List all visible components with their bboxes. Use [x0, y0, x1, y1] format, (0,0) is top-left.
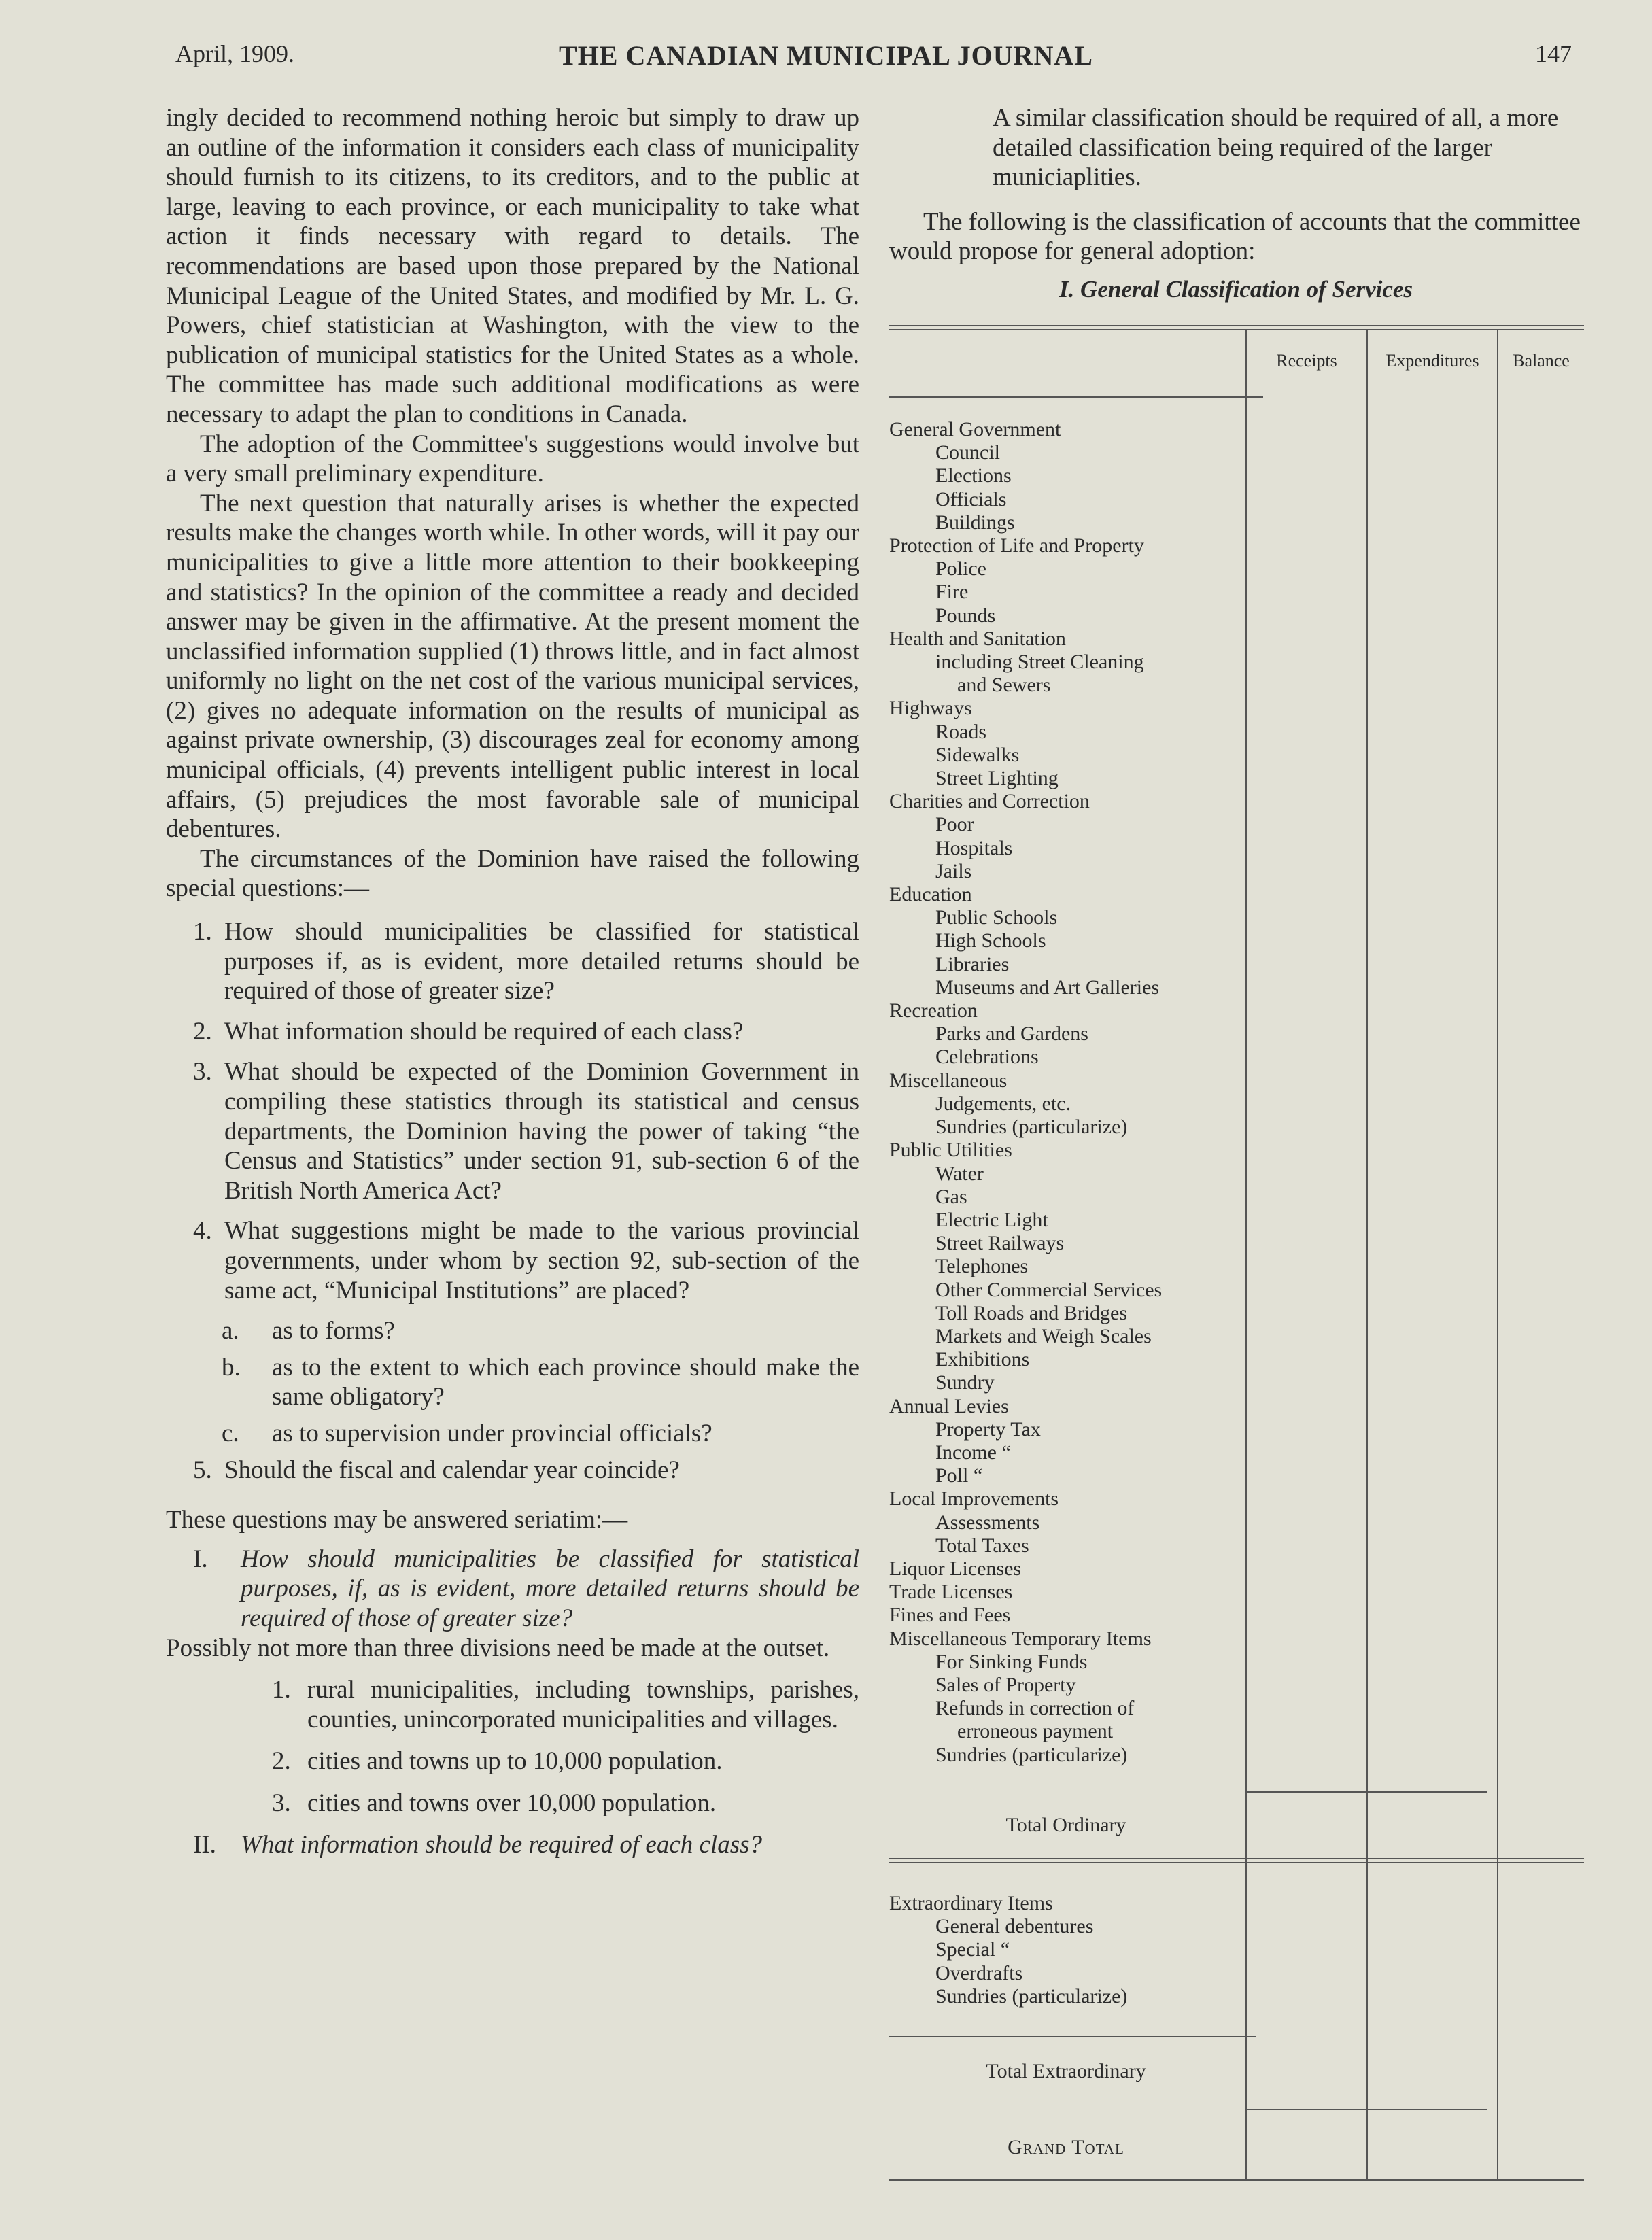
- table-rule-header: [889, 396, 1263, 398]
- table-row-label: Police: [935, 557, 986, 581]
- paragraph-continued: ingly decided to recommend nothing heroic but simply to draw up an outline of the information it considers each class of municipality should furnish to its citizens, to its creditors, and to the public at large, leaving to each province, or each municipality to take what action it finds necessary with regard to details. The recommendations are based upon those prepared by the National Municipal League of the United States, and modified by Mr. L. G. Powers, chief statistician at Washington, with the view to the publication of municipal statistics for the United States as a whole. The committee has made such additional modifications as were necessary to adapt the plan to conditions in Canada.: [166, 104, 859, 428]
- table-row-label: General Government: [889, 418, 1061, 441]
- table-row-label: Assessments: [935, 1511, 1040, 1534]
- table-row-label: Other Commercial Services: [935, 1278, 1163, 1301]
- table-row-label: Sundries (particularize): [935, 1116, 1128, 1139]
- table-row-label: Buildings: [935, 511, 1015, 534]
- table-row-label: Public Utilities: [889, 1139, 1012, 1162]
- table-row-label: Libraries: [935, 952, 1010, 976]
- table-row-label: Trade Licenses: [889, 1581, 1013, 1604]
- table-row-label: Museums and Art Galleries: [935, 976, 1160, 999]
- table-row-label: Poll “: [935, 1464, 983, 1487]
- list-item: 1. How should municipalities be classified for statistical purposes if, as is evident, more detailed returns should be required of those of greater size?: [193, 918, 859, 1005]
- roman-heading-two: II. What information should be required of each class?: [193, 1831, 762, 1859]
- column-header-expenditures: Expenditures: [1386, 351, 1479, 371]
- paragraph-next-question: The next question that naturally arises is whether the expected results make the changes worth while. In other words, will it pay our municipalities to give a little more attention to their bookkeeping and statistics? In the opinion of the committee a ready and decided answer may be given in the affirmative. At the present moment the unclassified information supplied (1) throws little, and in fact almost uniformly no light on the net cost of the various municipal services, (2) gives no adequate information on the results of municipal as against private ownership, (3) discourages zeal for economy among municipal officials, (4) prevents intelligent public interest in local affairs, (5) prejudices the most favorable sale of municipal debentures.: [166, 489, 859, 844]
- table-row-label: Water: [935, 1162, 984, 1185]
- table-row-label: Parks and Gardens: [935, 1022, 1088, 1046]
- table-row-label: Recreation: [889, 999, 978, 1022]
- table-row-label: Jails: [935, 859, 972, 882]
- question-five-list: [166, 1455, 859, 1485]
- table-row-label: Public Schools: [935, 906, 1058, 929]
- table-row-label: Toll Roads and Bridges: [935, 1301, 1128, 1324]
- left-column: [166, 103, 859, 1860]
- paragraph-adoption: The adoption of the Committee's suggestions would involve but a very small preliminary expenditure.: [166, 430, 859, 488]
- list-item: 5. Should the fiscal and calendar year coincide?: [193, 1455, 680, 1484]
- sub-questions-list: [166, 1316, 859, 1448]
- table-row-label: High Schools: [935, 929, 1046, 952]
- list-item: 2. What information should be required of each class?: [193, 1017, 744, 1046]
- table-row-label: For Sinking Funds: [935, 1650, 1088, 1673]
- list-item: 4. What suggestions might be made to the various provincial governments, under whom by section 92, sub-section of the same act, “Municipal Institutions” are placed?: [193, 1217, 859, 1305]
- grand-subtotal-rule: [1245, 2109, 1487, 2110]
- list-item: 3. cities and towns over 10,000 population.: [272, 1789, 717, 1817]
- table-row-label: Street Lighting: [935, 767, 1059, 790]
- list-item: 2. cities and towns up to 10,000 population.: [272, 1747, 723, 1776]
- column-divider: [1245, 330, 1247, 2179]
- table-row-label: Charities and Correction: [889, 790, 1090, 813]
- table-row-label: Poor: [935, 813, 974, 836]
- subtotal-rule: [1245, 1791, 1487, 1793]
- table-row-label: Miscellaneous: [889, 1069, 1008, 1092]
- table-row-label: Refunds in correction of: [935, 1697, 1135, 1720]
- table-row-label: Total Taxes: [935, 1534, 1029, 1557]
- list-item: b. as to the extent to which each province should make the same obligatory?: [222, 1353, 859, 1411]
- table-row-label: Sundry: [935, 1371, 995, 1394]
- table-row-label: Annual Levies: [889, 1394, 1009, 1417]
- table-row-label: Electric Light: [935, 1208, 1048, 1231]
- page-number: 147: [1535, 40, 1572, 67]
- list-item: 1. rural municipalities, including townships, parishes, counties, unincorporated municipalities and villages.: [272, 1676, 859, 1734]
- table-row-label: erroneous payment: [957, 1720, 1114, 1743]
- extraordinary-items-list: [889, 1892, 1243, 2008]
- table-row-label: Pounds: [935, 604, 996, 627]
- table-row-label: and Sewers: [957, 674, 1051, 697]
- column-divider: [1497, 330, 1498, 2179]
- table-rule-ordinary: [889, 1858, 1584, 1859]
- right-column: [889, 103, 1583, 305]
- table-row-label: Extraordinary Items: [889, 1892, 1053, 1914]
- classification-table: [889, 325, 1584, 2188]
- column-divider: [1366, 330, 1368, 2179]
- total-ordinary-label: Total Ordinary: [1005, 1814, 1126, 1836]
- table-row-label: Sundries (particularize): [935, 1743, 1128, 1766]
- table-row-label: Roads: [935, 720, 986, 743]
- journal-title: THE CANADIAN MUNICIPAL JOURNAL: [559, 40, 1093, 71]
- table-row-label: Highways: [889, 697, 972, 720]
- table-row-label: Fines and Fees: [889, 1604, 1011, 1627]
- table-row-label: Health and Sanitation: [889, 627, 1066, 650]
- table-row-label: Special “: [935, 1938, 1010, 1961]
- issue-date: April, 1909.: [175, 40, 294, 67]
- table-title: I. General Classification of Services: [1059, 275, 1413, 303]
- divisions-list: [272, 1675, 859, 1818]
- table-row-label: Street Railways: [935, 1232, 1065, 1255]
- table-row-label: Council: [935, 441, 1000, 464]
- table-rule-ordinary-double: [889, 1862, 1584, 1863]
- table-row-label: Property Tax: [935, 1417, 1041, 1441]
- paragraph-divisions: Possibly not more than three divisions need be made at the outset.: [166, 1634, 830, 1662]
- page-header: [0, 39, 1652, 80]
- table-row-label: Judgements, etc.: [935, 1092, 1071, 1115]
- table-row-label: Fire: [935, 581, 969, 604]
- table-row-label: Education: [889, 883, 972, 906]
- table-row-label: Markets and Weigh Scales: [935, 1324, 1152, 1347]
- special-questions-list: [166, 917, 859, 1305]
- table-row-label: Overdrafts: [935, 1961, 1023, 1984]
- total-extraordinary-label: Total Extraordinary: [986, 2060, 1146, 2082]
- table-row-label: Celebrations: [935, 1046, 1039, 1069]
- paragraph-seriatim: These questions may be answered seriatim:—: [166, 1506, 628, 1534]
- table-row-label: Local Improvements: [889, 1487, 1059, 1511]
- table-rule-top-double: [889, 329, 1584, 330]
- table-row-label: Elections: [935, 464, 1012, 487]
- table-row-label: Sales of Property: [935, 1673, 1076, 1696]
- ordinary-items-list: [889, 418, 1243, 1767]
- table-rule-extraordinary: [889, 2036, 1256, 2037]
- grand-total-label: Grand Total: [1008, 2136, 1124, 2158]
- table-row-label: Hospitals: [935, 836, 1013, 859]
- list-item: a. as to forms?: [222, 1317, 395, 1345]
- list-item: 3. What should be expected of the Dominion Government in compiling these statistics through its statistical and census departments, the Dominion having the power of taking “the Census and Statistics” under section 91, sub-section 6 of the British North America Act?: [193, 1058, 859, 1205]
- table-row-label: Sidewalks: [935, 743, 1020, 766]
- table-row-label: Miscellaneous Temporary Items: [889, 1627, 1152, 1650]
- paragraph-similar-classification: A similar classification should be required of all, a more detailed classification being required of the larger municiaplities.: [993, 104, 1559, 192]
- paragraph-following: The following is the classification of accounts that the committee would propose for general adoption:: [889, 207, 1581, 266]
- column-header-receipts: Receipts: [1276, 351, 1337, 371]
- table-row-label: Income “: [935, 1441, 1011, 1464]
- table-row-label: Sundries (particularize): [935, 1984, 1128, 2008]
- roman-heading-one: I. How should municipalities be classified for statistical purposes, if, as is evident, more detailed returns should be required of those of greater size?: [193, 1545, 859, 1632]
- table-row-label: General debentures: [935, 1915, 1094, 1938]
- table-row-label: Liquor Licenses: [889, 1557, 1022, 1580]
- column-header-balance: Balance: [1513, 351, 1570, 371]
- paragraph-circumstances: The circumstances of the Dominion have raised the following special questions:—: [166, 844, 859, 903]
- table-rule-top: [889, 325, 1584, 326]
- table-row-label: Officials: [935, 487, 1007, 511]
- table-rule-bottom: [889, 2179, 1584, 2181]
- table-row-label: Exhibitions: [935, 1348, 1030, 1371]
- list-item: c. as to supervision under provincial officials?: [222, 1419, 712, 1447]
- table-row-label: Protection of Life and Property: [889, 534, 1144, 557]
- table-row-label: including Street Cleaning: [935, 651, 1144, 674]
- table-row-label: Gas: [935, 1185, 967, 1208]
- table-row-label: Telephones: [935, 1255, 1029, 1278]
